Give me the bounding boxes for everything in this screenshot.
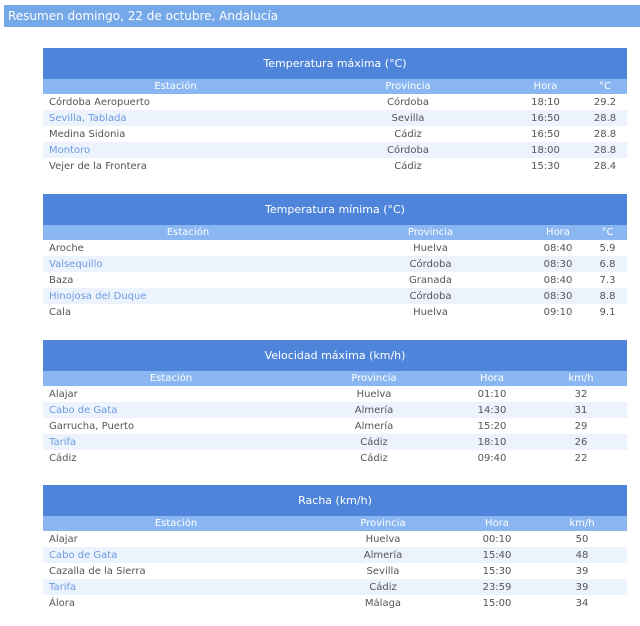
col-header-time: Hora [457,516,537,531]
col-header-province: Provincia [309,516,457,531]
time: 01:10 [477,388,507,400]
time: 15:30 [482,565,512,577]
value: 28.8 [593,128,617,140]
data-table [43,79,627,174]
value: 34 [575,597,589,609]
province: Córdoba [308,142,508,158]
station-name: Garrucha, Puerto [49,420,135,432]
section-title: Velocidad máxima (km/h) [43,340,627,371]
province: Huelva [413,242,448,254]
table-row [43,304,627,320]
value: 6.8 [588,256,627,272]
table-row [43,94,627,110]
table-header-row [43,225,627,240]
time: 14:30 [449,402,535,418]
time: 16:50 [531,128,560,140]
table-row [43,288,627,304]
time: 08:40 [543,242,573,254]
col-header-station: Estación [43,79,308,94]
table-row [43,402,627,418]
station-name: Valsequillo [43,256,333,272]
province: Sevilla [308,110,508,126]
table-row [43,563,627,579]
province: Huelva [356,388,392,400]
col-header-province: Provincia [308,79,508,94]
value: 5.9 [599,242,616,254]
value: 7.3 [599,274,616,286]
value: 50 [575,533,589,545]
col-header-station: Estación [43,516,309,531]
time: 15:40 [457,547,537,563]
time: 00:10 [482,533,512,545]
station-name: Tarifa [43,579,309,595]
table-row [43,418,627,434]
value: 29 [574,420,588,432]
col-header-station: Estación [43,225,333,240]
province: Almería [309,547,457,563]
station-name: Álora [49,597,75,609]
table-header-row [43,79,627,94]
table-row [43,158,627,174]
province: Cádiz [394,128,422,140]
table-row [43,434,627,450]
value: 28.8 [583,142,627,158]
data-table [43,371,627,466]
col-header-province: Provincia [333,225,528,240]
station-name: Medina Sidonia [49,128,126,140]
province: Cádiz [299,434,449,450]
province: Almería [299,402,449,418]
table-header-row [43,371,627,386]
value: 29.2 [593,96,617,108]
table-row [43,386,627,402]
time: 09:40 [477,452,507,464]
table-row [43,110,627,126]
value: 39 [537,579,627,595]
province: Sevilla [366,565,400,577]
data-table [43,516,627,611]
col-header-time: Hora [528,225,588,240]
section-temp-min [43,194,627,320]
province: Córdoba [333,256,528,272]
time: 08:30 [528,256,588,272]
section-gust [43,485,627,611]
station-name: Alajar [49,388,78,400]
table-row [43,126,627,142]
time: 15:00 [482,597,512,609]
table-row [43,595,627,611]
province: Huelva [365,533,401,545]
province: Córdoba [387,96,429,108]
value: 22 [574,452,588,464]
col-header-value: km/h [537,516,627,531]
time: 23:59 [457,579,537,595]
station-name: Cádiz [49,452,77,464]
value: 28.8 [583,110,627,126]
station-name: Alajar [49,533,78,545]
province: Cádiz [360,452,388,464]
col-header-province: Provincia [299,371,449,386]
time: 18:10 [531,96,560,108]
summary-header: Resumen domingo, 22 de octubre, Andalucía [4,5,640,27]
section-wind-speed [43,340,627,466]
table-row [43,531,627,547]
col-header-time: Hora [449,371,535,386]
section-title: Temperatura mínima (°C) [43,194,627,225]
time: 15:30 [531,160,560,172]
col-header-station: Estación [43,371,299,386]
col-header-value: °C [583,79,627,94]
value: 8.8 [588,288,627,304]
station-name: Córdoba Aeropuerto [49,96,150,108]
value: 28.4 [593,160,617,172]
value: 31 [535,402,627,418]
col-header-time: Hora [508,79,583,94]
table-row [43,256,627,272]
value: 48 [537,547,627,563]
value: 39 [575,565,589,577]
table-row [43,450,627,466]
table-header-row [43,516,627,531]
station-name: Sevilla, Tablada [43,110,308,126]
section-temp-max [43,48,627,174]
province: Almería [354,420,394,432]
time: 15:20 [477,420,507,432]
station-name: Cabo de Gata [43,547,309,563]
table-row [43,547,627,563]
value: 9.1 [599,306,616,318]
time: 18:00 [508,142,583,158]
station-name: Cabo de Gata [43,402,299,418]
data-table [43,225,627,320]
station-name: Tarifa [43,434,299,450]
station-name: Cala [49,306,72,318]
province: Córdoba [333,288,528,304]
station-name: Aroche [49,242,84,254]
province: Cádiz [309,579,457,595]
value: 32 [574,388,588,400]
time: 08:30 [528,288,588,304]
time: 16:50 [508,110,583,126]
province: Huelva [413,306,448,318]
province: Cádiz [394,160,422,172]
station-name: Baza [49,274,74,286]
station-name: Vejer de la Frontera [49,160,147,172]
time: 18:10 [449,434,535,450]
table-row [43,579,627,595]
province: Málaga [364,597,402,609]
station-name: Cazalla de la Sierra [49,565,146,577]
station-name: Montoro [43,142,308,158]
time: 09:10 [543,306,573,318]
table-row [43,272,627,288]
value: 26 [535,434,627,450]
province: Granada [409,274,452,286]
table-row [43,142,627,158]
col-header-value: °C [588,225,627,240]
col-header-value: km/h [535,371,627,386]
section-title: Racha (km/h) [43,485,627,516]
table-row [43,240,627,256]
section-title: Temperatura máxima (°C) [43,48,627,79]
time: 08:40 [543,274,573,286]
station-name: Hinojosa del Duque [43,288,333,304]
